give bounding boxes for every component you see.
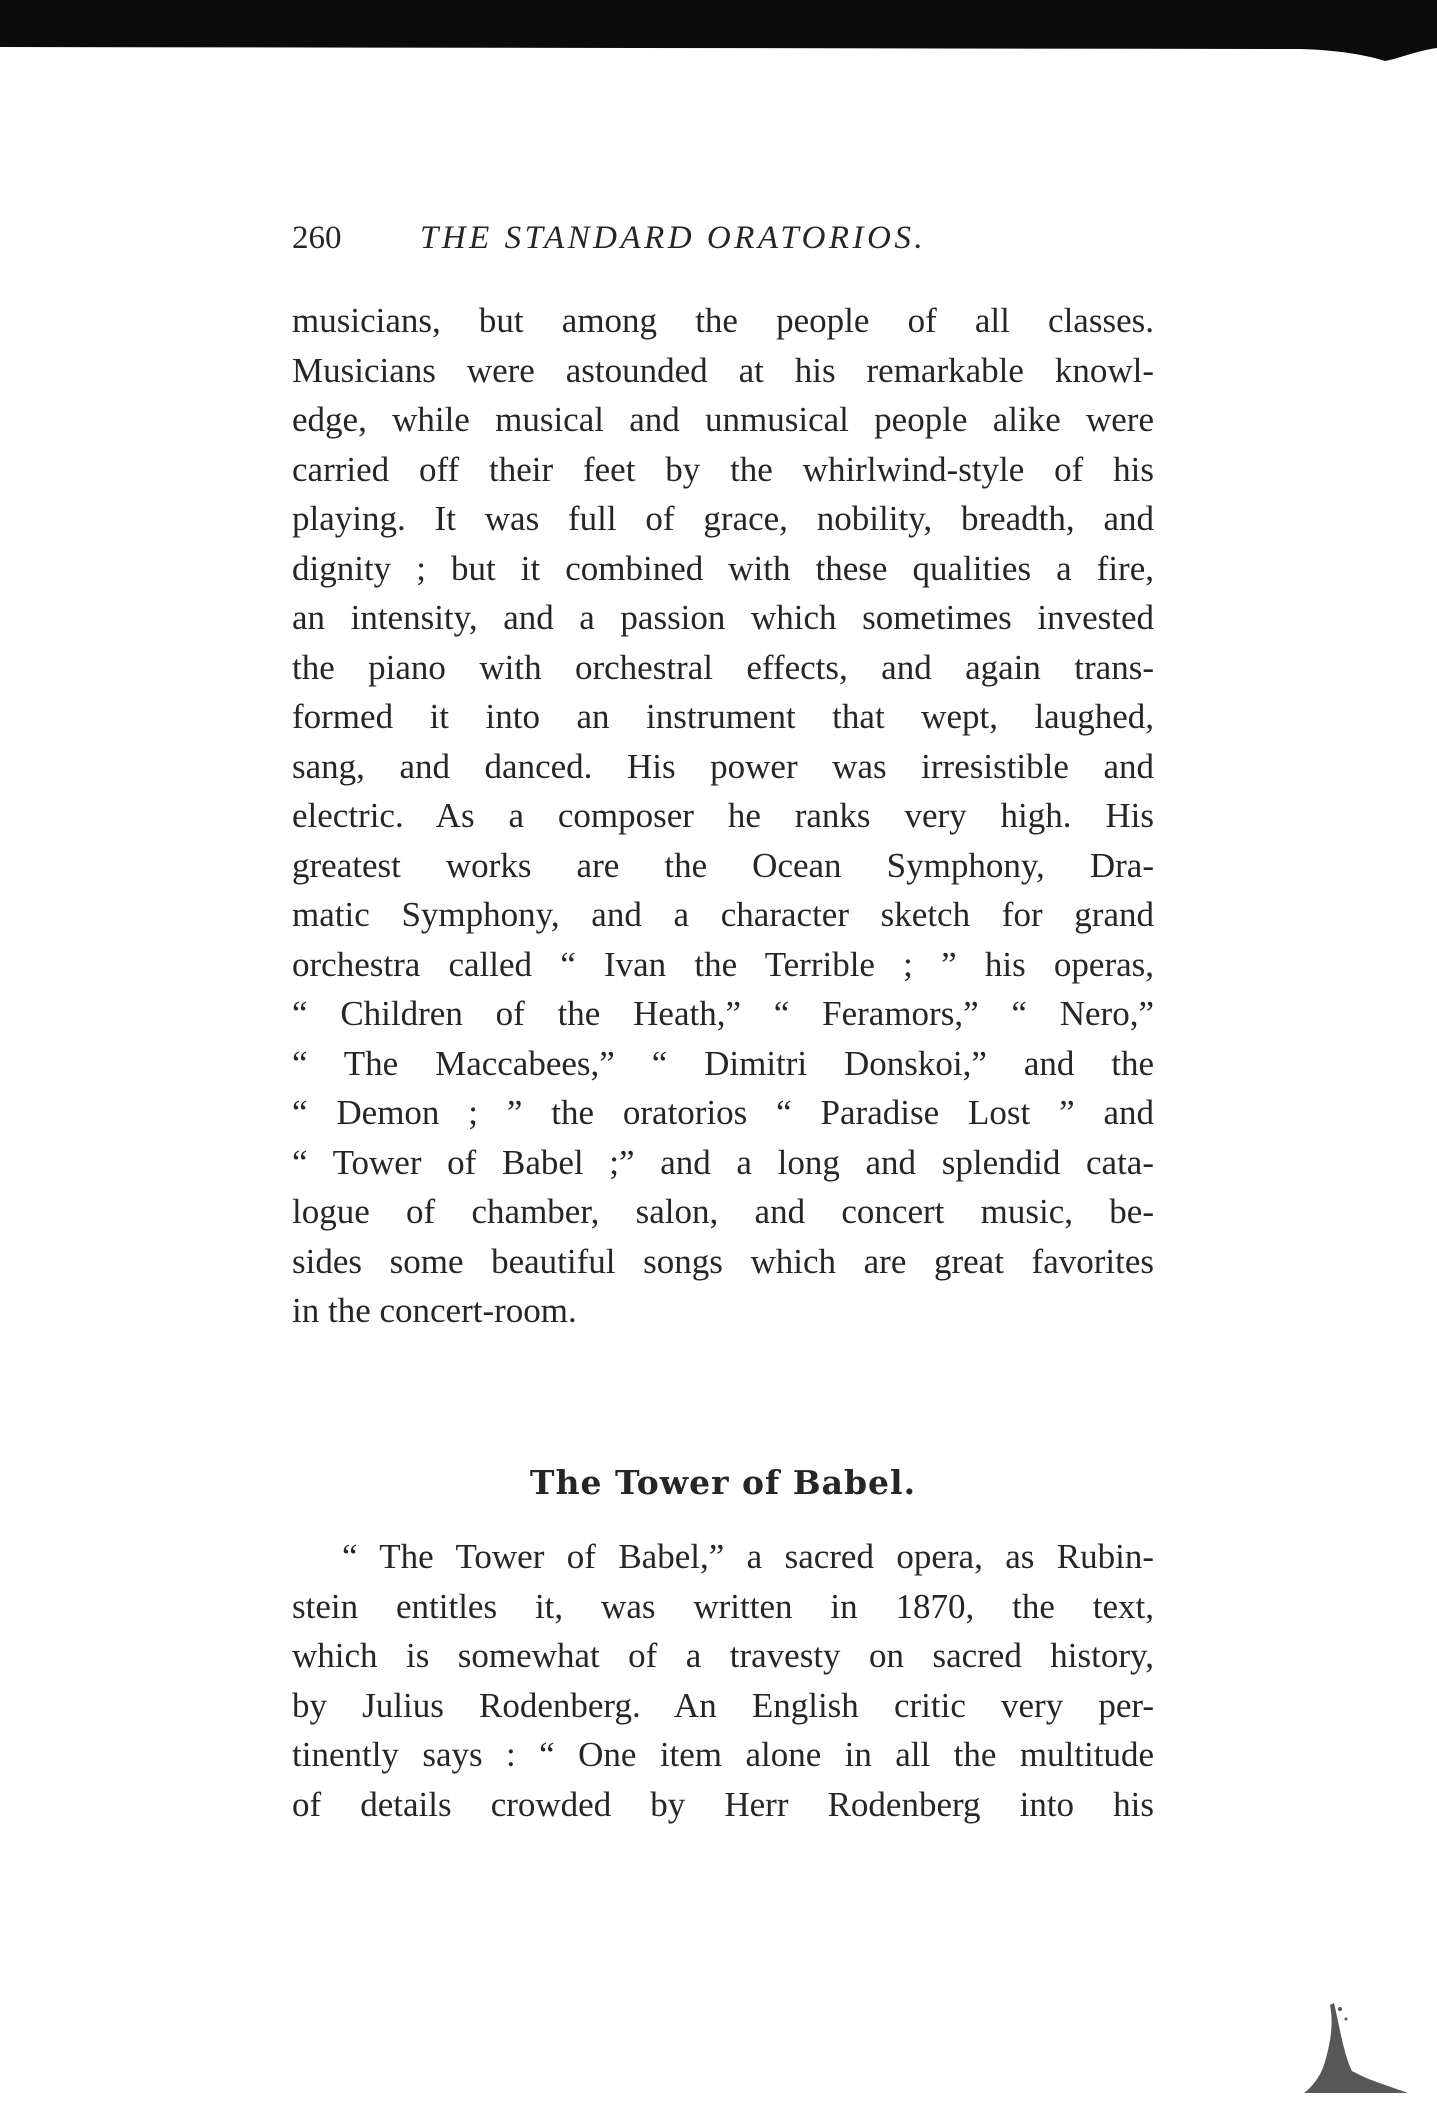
text-line: orchestra called “ Ivan the Terrible ; ” his operas, [292, 944, 1154, 984]
text-line: by Julius Rodenberg. An English critic very per- [292, 1685, 1154, 1725]
text-line: the piano with orchestral effects, and again trans- [292, 647, 1154, 687]
text-line: sang, and danced. His power was irresistible and [292, 746, 1154, 786]
text-line: which is somewhat of a travesty on sacred history, [292, 1636, 1154, 1675]
paragraph-tower-of-babel [292, 1532, 1154, 1829]
page-number: 260 [292, 220, 342, 256]
scan-top-edge [0, 0, 1437, 62]
text-line: tinently says : “ One item alone in all the multitude [292, 1735, 1154, 1774]
text-line: “ Children of the Heath,” “ Feramors,” “ Nero,” [292, 994, 1154, 1033]
text-line: greatest works are the Ocean Symphony, Dra- [292, 845, 1154, 885]
running-title: THE STANDARD ORATORIOS. [420, 220, 927, 256]
text-line: “ The Maccabees,” “ Dimitri Donskoi,” and the [292, 1043, 1154, 1083]
text-line: formed it into an instrument that wept, laughed, [292, 697, 1154, 736]
page-corner-smudge [1300, 1995, 1410, 2095]
text-line: logue of chamber, salon, and concert music, be- [292, 1192, 1154, 1231]
text-line: stein entitles it, was written in 1870, the text, [292, 1586, 1154, 1626]
text-line: matic Symphony, and a character sketch for grand [292, 895, 1154, 934]
text-line: playing. It was full of grace, nobility, breadth, and [292, 499, 1154, 538]
page-header [292, 212, 1152, 264]
text-line: carried off their feet by the whirlwind-style of his [292, 449, 1154, 489]
text-line: an intensity, and a passion which sometimes invested [292, 598, 1154, 637]
text-line: “ Tower of Babel ;” and a long and splendid cata- [292, 1142, 1154, 1182]
paragraph-rubinstein-bio [292, 296, 1154, 1336]
text-line: sides some beautiful songs which are great favorites [292, 1241, 1154, 1281]
text-line: in the concert-room. [292, 1291, 577, 1330]
text-line: of details crowded by Herr Rodenberg into his [292, 1784, 1154, 1824]
text-line: “ Demon ; ” the oratorios “ Paradise Lost ” and [292, 1093, 1154, 1132]
text-line: electric. As a composer he ranks very high. His [292, 796, 1154, 835]
text-line: musicians, but among the people of all classes. [292, 301, 1154, 340]
text-line: Musicians were astounded at his remarkable knowl- [292, 350, 1154, 390]
text-line: edge, while musical and unmusical people alike were [292, 400, 1154, 439]
section-heading-tower-of-babel: The Tower of Babel. [529, 1463, 917, 1503]
text-line: dignity ; but it combined with these qualities a fire, [292, 548, 1154, 588]
text-line: “ The Tower of Babel,” a sacred opera, as Rubin- [342, 1537, 1154, 1576]
